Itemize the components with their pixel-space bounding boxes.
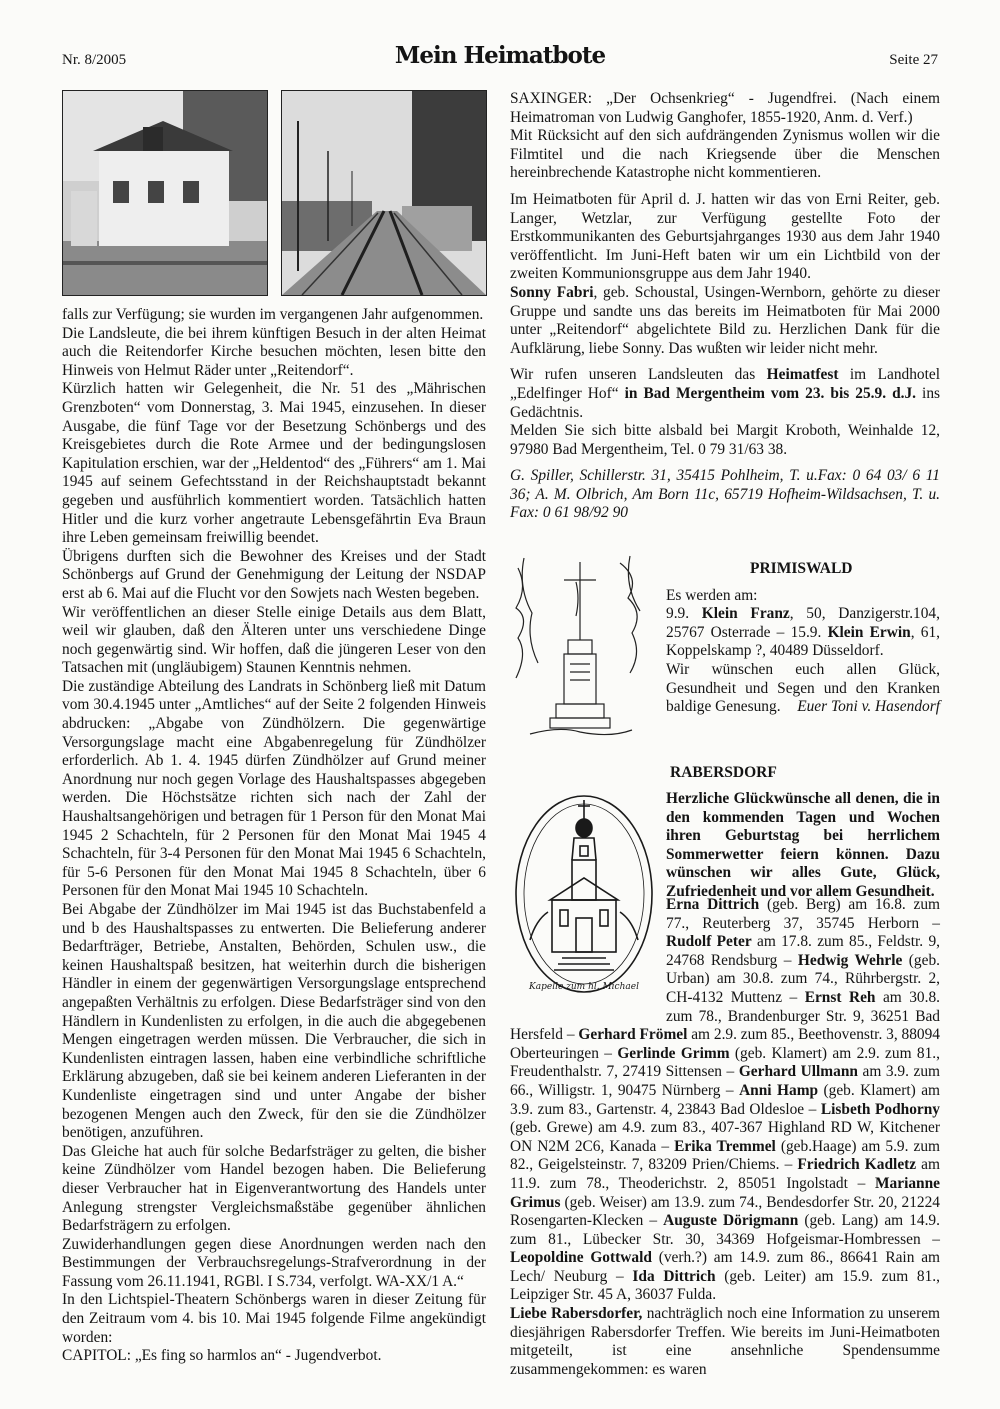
paragraph: In den Lichtspiel-Theatern Schönbergs waren in dieser Zeitung für den Zeitraum vom 4. bis 10. Mai 1945 folgende Filme angekündigt worden: (62, 1291, 486, 1346)
paragraph-text: , geb. Schoustal, Usingen-Wernborn, gehörte zu dieser Gruppe und sandte uns das bereits im Heimatboten für Mai 2000 unter „Reitendorf“ abgelichtete Bild zu. Herzlichen Dank für die Aufklärung, liebe Sonny. Das wußten wir leider nicht mehr. (510, 283, 940, 357)
paragraph: Mit Rücksicht auf den sich aufdrängenden Zynismus wollen wir die Filmtitel und die nach Kriegsende über die Menschen hereinbrechende Katastrophe nicht kommentieren. (510, 127, 940, 182)
paragraph: SAXINGER: „Der Ochsenkrieg“ - Jugendfrei. (Nach einem Heimatroman von Ludwig Ganghofer, 1855-1920, Anm. d. Verf.) (510, 90, 940, 126)
birthday-details: am 17.8. zum 85., Feldstr. 9, 24768 Rendsburg – (666, 933, 941, 969)
birthday-details: (geb. Berg) am 16.8. zum 77., Reuterberg 37, 35745 Herborn – (666, 896, 940, 932)
person-name: Sonny Fabri (510, 283, 594, 301)
paragraph-text: Wir rufen unseren Landsleuten das (510, 366, 767, 384)
paragraph: Die Landsleute, die bei ihrem künftigen Besuch in der alten Heimat auch die Reitendorfer Kirche besuchen möchten, lesen bitte den Hinweis von Helmut Räder unter „Reitendorf“. (62, 324, 486, 379)
paragraph (666, 661, 940, 717)
paragraph-text: , 61, Koppelskamp ?, 40489 Düsseldorf. (666, 623, 940, 660)
station-building-photo (62, 90, 268, 296)
masthead-logo: Mein Heimatbote (394, 42, 606, 69)
birthday-details: am 2.9. zum 85., Beethovenstr. 3, 88094 Oberteuringen – (510, 1026, 941, 1062)
paragraph: CAPITOL: „Es fing so harmlos an“ - Jugendverbot. (62, 1347, 382, 1365)
page-number: Seite 27 (889, 52, 938, 68)
birthday-person-name: Auguste Dörigmann (663, 1212, 799, 1230)
birthday-person-name: Leopoldine Gottwald (510, 1249, 652, 1267)
paragraph: falls zur Verfügung; sie wurden im vergangenen Jahr aufgenommen. (62, 306, 484, 323)
birthday-person-name: Gerhard Frömel (578, 1026, 688, 1044)
birthday-person-name: Hedwig Wehrle (797, 951, 903, 969)
paragraph-text: nachträglich noch eine Information zu unserem diesjährigen Rabersdorfer Treffen. Wie bereits im Juni-Heimatboten mitgeteilt, ist eine ansehnliche Spendensumme zusammengekommen: es waren (510, 1305, 940, 1378)
paragraph (510, 366, 940, 422)
paragraph-text: ins Gedächtnis. (510, 384, 941, 421)
birthday-details: am 30.8. zum 78., Brandenburger Str. 9, 36251 Bad Hersfeld – (510, 988, 941, 1044)
paragraph (510, 284, 940, 358)
closing-paragraph: Liebe Rabersdorfer, nachträglich noch eine Information zu unserem diesjährigen Rabersdorfer Treffen. Wie bereits im Juni-Heimatboten mitgeteilt, ist eine ansehnliche Spendensumme zusammengekommen: es waren (510, 1305, 940, 1378)
birthday-details: (geb. Urban) am 30.8. zum 74., Rührbergstr. 2, CH-4132 Muttenz – (666, 951, 941, 1006)
section-title-primiswald: PRIMISWALD (750, 560, 853, 577)
rabersdorf-birthdays (510, 896, 940, 1379)
birthday-person-name: Ida Dittrich (632, 1267, 716, 1285)
birthday-person-name: Rudolf Peter (666, 933, 752, 951)
birthday-details: (geb.Haage) am 5.9. zum 82., Geigelsteinstr. 7, 83209 Prien/Chiems. – (510, 1137, 940, 1174)
paragraph: Zuwiderhandlungen gegen diese Anordnungen werden nach den Bestimmungen der Verbrauchsregelungs-Strafverordnung in der Fassung vom 26.11.1941, RGBl. I S.734, verfolgt. WA-XX/1 A.“ (62, 1235, 486, 1290)
rabersdorf-greeting: Herzliche Glückwünsche all denen, die in den kommenden Tagen und Wochen ihren Geburtstag bei herrlichem Sommerwetter feiern können. Dazu wünschen wir alles Gute, Glück, Zufriedenheit und vor allem Gesundheit. (666, 790, 940, 900)
signature: Euer Toni v. Hasendorf (797, 698, 940, 716)
issue-number: Nr. 8/2005 (62, 52, 127, 68)
railway-tracks-photo (281, 90, 487, 296)
primiswald-section (666, 560, 940, 717)
wayside-cross-illustration (510, 548, 650, 740)
birthday-details: am 11.9. zum 78., Theoderichstr. 2, 85051 Ingolstadt – (510, 1156, 940, 1192)
paragraph (666, 605, 940, 661)
birthday-details: (geb. Grewe) am 4.9. zum 83., 407-367 Highland RD W, Kitchener ON N2M 2C6, Kanada – (510, 1119, 940, 1155)
section-title-rabersdorf: RABERSDORF (670, 764, 777, 781)
birthday-details: (geb. Klamert) am 3.9. zum 83., Gartenstr. 4, 23843 Bad Oldesloe – (510, 1081, 940, 1118)
emphasis: in Bad Mergentheim vom 23. bis 25.9. d.J. (624, 384, 917, 402)
birthday-details: (verh.?) am 14.9. zum 86., 86641 Rain am Lech/ Neuburg – (510, 1249, 940, 1285)
person-name: Klein Franz (701, 605, 790, 623)
paragraph-text: Wir wünschen euch allen Glück, Gesundheit und Segen und den Kranken baldige Genesung. (666, 660, 940, 716)
date: 9.9. (666, 605, 702, 623)
birthday-person-name: Friedrich Kadletz (797, 1156, 917, 1174)
salutation: Liebe Rabersdorfer (510, 1305, 639, 1323)
birthday-person-name: Gerhard Ullmann (738, 1063, 858, 1081)
paragraph: Es werden am: (666, 586, 758, 604)
emphasis: Heimatfest (766, 366, 839, 384)
paragraph-text: im Landhotel „Edelfinger Hof“ (510, 366, 941, 402)
paragraph: Wir veröffentlichen an dieser Stelle einige Details aus dem Blatt, weil wir glauben, daß den Älteren unter uns verschiedene Dinge noch gegenwärtig sind. Wir hoffen, daß die jüngeren Leser von den Tatsachen mit (ungläubigem) Staunen Kenntnis nehmen. (62, 603, 486, 677)
birthday-person-name: Erika Tremmel (674, 1137, 776, 1155)
birthday-person-name: Erna Dittrich (666, 896, 760, 913)
left-column-article (62, 306, 486, 1366)
birthday-person-name: Gerlinde Grimm (617, 1044, 730, 1062)
paragraph: Das Gleiche hat auch für solche Bedarfsträger zu gelten, die bisher keine Zündhölzer vom Handel bezogen haben. Die Belieferung dieser Verbraucher hat in Eigenverantwortung des Handels unter Anlegung strengster Vergleichsmaßstäbe gegenüber ähnlichen Bedarfsträgern zu erfolgen. (62, 1142, 486, 1235)
birthday-list (510, 896, 940, 1305)
birthday-details: (geb. Weiser) am 13.9. zum 74., Bendesdorfer Str. 20, 21224 Rosengarten-Klecken – (510, 1193, 940, 1230)
paragraph: Melden Sie sich bitte alsbald bei Margit Kroboth, Weinhalde 12, 97980 Bad Mergentheim, Tel. 0 79 31/63 38. (510, 422, 940, 458)
right-column-article (510, 90, 940, 523)
person-name: Klein Erwin (827, 623, 911, 641)
birthday-person-name: Ernst Reh (804, 988, 876, 1006)
paragraph-text: , 50, Danzigerstr.104, 25767 Osterrade – 15.9. (666, 605, 940, 641)
emblem-caption: Kapelle zum hl. Michael (529, 982, 639, 992)
birthday-person-name: Marianne Grimus (510, 1174, 940, 1211)
contacts: G. Spiller, Schillerstr. 31, 35415 Pohlheim, T. u.Fax: 0 64 03/ 6 11 36; A. M. Olbrich, Am Born 11c, 65719 Hofheim-Wildsachsen, T. u. Fax: 0 61 98/92 90 (510, 467, 940, 522)
paragraph: Im Heimatboten für April d. J. hatten wir das von Erni Reiter, geb. Langer, Wetzlar, zur Verfügung gestellte Foto der Erstkommunikanten des Geburtsjahrganges 1930 aus dem Jahr 1940 veröffentlicht. Im Juni-Heft baten wir um ein Lichtbild von der zweiten Kommunionsgruppe aus dem Jahr 1940. (510, 190, 940, 283)
paragraph: Bei Abgabe der Zündhölzer im Mai 1945 ist das Buchstabenfeld a und b des Haushaltspasses zu entwerten. Die Belieferung anderer Bedarfträger, Betriebe, Anstalten, Behörden, Schulen usw., die keinen Haushaltspaß besitzen, hat weiterhin durch die bisherigen Händler in einem der gegenwärtigen Versorgungslage entsprechend angepaßten Verhältnis zu erfolgen. Diese Bedarfsträger sind von den Händlern in Kundenlisten zu erfolgen, in die auch die abgegebenen Mengen eingetragen werden müssen. Die Verbraucher, die sich in Kundenlisten eintragen lassen, haben eine verbindliche schriftliche Erklärung abzugeben, daß sie bei keinem anderen Lieferanten in der Kundenliste eingetragen sind und unter Angabe der bisher bezogenen Mengen auch den Zweck, für den sie die Zündhölzer benötigen, anzuführen. (62, 901, 486, 1142)
birthday-details: (geb. Lang) am 14.9. zum 81., Lübecker Str. 30, 34369 Hofgeismar-Hombressen – (510, 1212, 940, 1248)
paragraph: Die zuständige Abteilung des Landrats in Schönberg ließ mit Datum vom 30.4.1945 unter „Amtliches“ auf der Seite 2 folgenden Hinweis abdrucken: „Abgabe von Zündhölzern. Die gegenwärtige Versorgungslage macht eine Abgabenregelung für Zündhölzer erforderlich. Ab 1. 4. 1945 dürfen Zündhölzer auf Grund meiner Anordnung nur noch gegen Vorlage des Haushaltspasses abgegeben werden. Die Höchstsätze richten sich nach der Zahl der Haushaltsangehörigen und betragen für 1 Person für den Monat Mai 1945 2 Schachteln, für 2 Personen für den Monat Mai 1945 4 Schachteln, für 3-4 Personen für den Monat Mai 1945 6 Schachteln, für 5-6 Personen für den Monat Mai 1945 8 Schachteln, über 6 Personen für den Monat Mai 1945 10 Schachteln. (62, 677, 486, 900)
birthday-person-name: Anni Hamp (739, 1081, 819, 1099)
birthday-details: am 3.9. zum 66., Willigstr. 1, 90475 Nürnberg – (510, 1063, 940, 1099)
paragraph: Kürzlich hatten wir Gelegenheit, die Nr. 51 des „Mährischen Grenzboten“ vom Donnerstag, 3. Mai 1945, einzusehen. In dieser Ausgabe, die fünf Tage vor der Besetzung Schönbergs und des Kreisgebietes durch die Rote Armee und der bedingungslosen Kapitulation erschien, war der „Heldentod“ des „Führers“ am 1. Mai 1945 auf seinem Gefechtsstand in der Reichshauptstadt bekannt gegeben und ausführlich kommentiert worden. Tatsächlich hatten Hitler und die kurz vorher angetraute Lebensgefährtin Eva Braun ihre Leben gemeinsam freiwillig beendet. (62, 380, 486, 547)
birthday-details: (geb. Leiter) am 15.9. zum 81., Leipziger Str. 45 A, 36037 Fulda. (510, 1267, 940, 1304)
birthday-person-name: Lisbeth Podhorny (820, 1100, 941, 1118)
paragraph: Übrigens durften sich die Bewohner des Kreises und der Stadt Schönbergs auf Grund der Genehmigung der Leitung der NSDAP erst ab 6. Mai auf die Flucht vor den Sowjets nach Westen begeben. (62, 547, 486, 602)
birthday-details: (geb. Klamert) am 2.9. zum 81., Freudenthalstr. 7, 27419 Sittensen – (510, 1044, 941, 1081)
